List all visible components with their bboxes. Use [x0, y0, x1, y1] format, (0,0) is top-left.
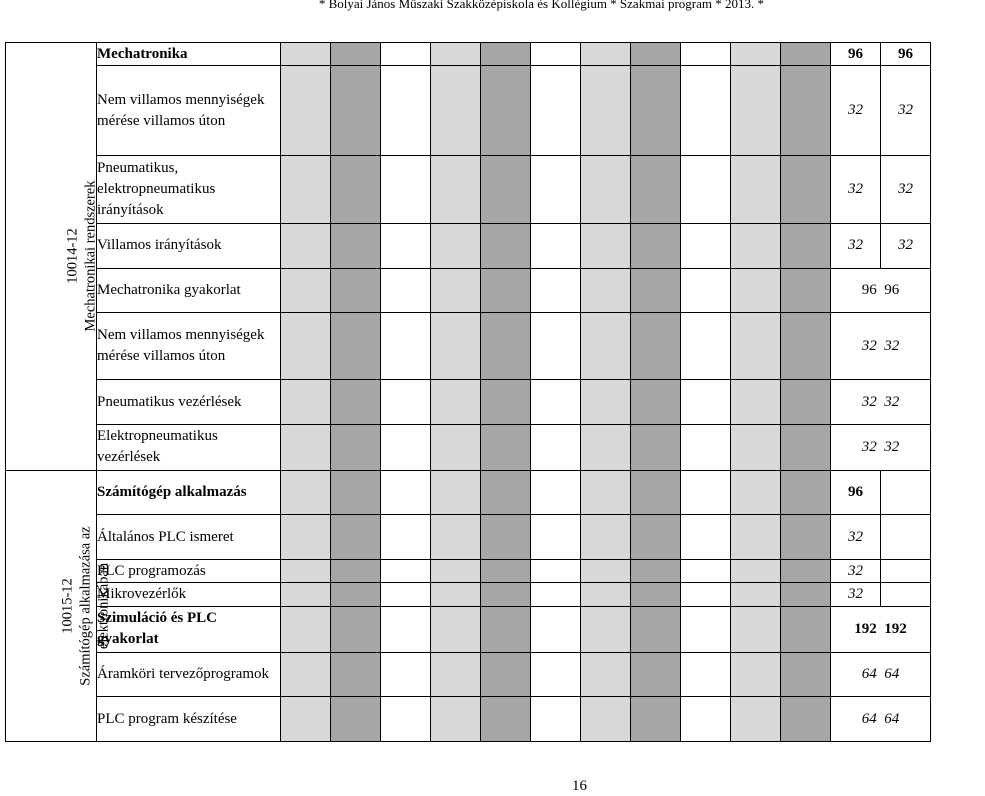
grid-cell — [481, 697, 531, 742]
grid-cell — [431, 583, 481, 606]
grid-cell — [681, 652, 731, 697]
hours-cell-pair — [831, 424, 931, 470]
grid-cell — [531, 268, 581, 313]
grid-cell — [331, 515, 381, 560]
grid-cell — [781, 652, 831, 697]
grid-cell — [331, 43, 381, 66]
grid-cell — [731, 515, 781, 560]
grid-cell — [331, 155, 381, 223]
grid-cell — [631, 313, 681, 380]
grid-cell — [731, 606, 781, 652]
grid-cell — [681, 424, 731, 470]
grid-cell — [481, 155, 531, 223]
table-row — [6, 470, 985, 515]
grid-cell — [581, 583, 631, 606]
grid-cell — [781, 268, 831, 313]
grid-cell — [631, 559, 681, 582]
subject-cell: Mikrovezérlők — [97, 583, 281, 606]
grid-cell — [731, 697, 781, 742]
grid-cell — [781, 223, 831, 268]
grid-cell — [481, 66, 531, 155]
subject-cell: Mechatronika — [97, 43, 281, 66]
grid-cell — [381, 66, 431, 155]
grid-cell — [431, 424, 481, 470]
grid-cell — [381, 515, 431, 560]
grid-cell — [431, 43, 481, 66]
grid-cell — [531, 559, 581, 582]
grid-cell — [381, 43, 431, 66]
grid-cell — [281, 313, 331, 380]
grid-cell — [781, 583, 831, 606]
grid-cell — [431, 515, 481, 560]
page-header: * Bolyai János Műszaki Szakközépiskola és Kollégium * Szakmai program * 2013. * — [318, 0, 764, 11]
module-code: 10015-12 — [59, 578, 76, 634]
grid-cell — [531, 155, 581, 223]
grid-cell — [381, 652, 431, 697]
grid-cell — [781, 606, 831, 652]
hours-value-b: 64 — [884, 710, 900, 727]
grid-cell — [281, 43, 331, 66]
grid-cell — [531, 43, 581, 66]
grid-cell — [431, 268, 481, 313]
table-row — [6, 313, 985, 380]
grid-cell — [481, 380, 531, 425]
grid-cell — [681, 313, 731, 380]
subject-cell: Általános PLC ismeret — [97, 515, 281, 560]
table-row — [6, 155, 985, 223]
hours-cell-a: 32 — [831, 66, 881, 155]
subject-cell: PLC programozás — [97, 559, 281, 582]
grid-cell — [731, 155, 781, 223]
hours-cell-pair — [831, 606, 931, 652]
grid-cell — [281, 583, 331, 606]
hours-cell-pair — [831, 268, 931, 313]
module-code: 10014-12 — [64, 228, 81, 285]
subject-cell: Áramköri tervezőprogramok — [97, 652, 281, 697]
module-cell — [6, 43, 97, 471]
curriculum-table — [5, 42, 985, 742]
grid-cell — [781, 66, 831, 155]
hours-cell-b: 32 — [881, 223, 931, 268]
table-row — [6, 583, 985, 606]
grid-cell — [331, 559, 381, 582]
hours-value-a: 96 — [861, 281, 877, 298]
grid-cell — [531, 515, 581, 560]
grid-cell — [631, 268, 681, 313]
grid-cell — [731, 583, 781, 606]
grid-cell — [631, 515, 681, 560]
grid-cell — [731, 43, 781, 66]
grid-cell — [781, 43, 831, 66]
grid-cell — [731, 223, 781, 268]
grid-cell — [681, 606, 731, 652]
grid-cell — [581, 66, 631, 155]
grid-cell — [281, 559, 331, 582]
grid-cell — [381, 697, 431, 742]
grid-cell — [731, 424, 781, 470]
table-row — [6, 515, 985, 560]
grid-cell — [431, 697, 481, 742]
grid-cell — [731, 380, 781, 425]
subject-cell: Villamos irányítások — [97, 223, 281, 268]
table-row — [6, 268, 985, 313]
grid-cell — [581, 313, 631, 380]
grid-cell — [531, 223, 581, 268]
grid-cell — [431, 313, 481, 380]
grid-cell — [581, 470, 631, 515]
subject-cell: Elektropneumatikus vezérlések — [97, 424, 281, 470]
grid-cell — [381, 424, 431, 470]
grid-cell — [631, 223, 681, 268]
module-name: Mechatronikai rendszerek — [82, 180, 99, 332]
grid-cell — [481, 515, 531, 560]
grid-cell — [331, 652, 381, 697]
grid-cell — [481, 223, 531, 268]
grid-cell — [531, 606, 581, 652]
hours-value-b: 32 — [884, 438, 900, 455]
grid-cell — [781, 313, 831, 380]
grid-cell — [581, 268, 631, 313]
subject-cell: Nem villamos mennyiségek mérése villamos úton — [97, 66, 281, 155]
grid-cell — [631, 424, 681, 470]
table-row — [6, 43, 985, 66]
grid-cell — [281, 155, 331, 223]
table-row — [6, 223, 985, 268]
table-row — [6, 606, 985, 652]
grid-cell — [481, 470, 531, 515]
grid-cell — [681, 380, 731, 425]
grid-cell — [431, 606, 481, 652]
grid-cell — [781, 424, 831, 470]
grid-cell — [731, 470, 781, 515]
hours-cell-pair — [831, 380, 931, 425]
grid-cell — [431, 380, 481, 425]
grid-cell — [581, 43, 631, 66]
grid-cell — [331, 583, 381, 606]
empty-cell — [881, 470, 931, 515]
grid-cell — [431, 652, 481, 697]
subject-cell: Nem villamos mennyiségek mérése villamos úton — [97, 313, 281, 380]
grid-cell — [681, 66, 731, 155]
grid-cell — [581, 559, 631, 582]
grid-cell — [381, 380, 431, 425]
grid-cell — [481, 43, 531, 66]
hours-value-b: 192 — [884, 620, 907, 637]
hours-cell-a: 32 — [831, 223, 881, 268]
hours-value-a: 64 — [861, 665, 877, 682]
subject-cell: Pneumatikus vezérlések — [97, 380, 281, 425]
page-number: 16 — [572, 778, 587, 794]
grid-cell — [631, 606, 681, 652]
grid-cell — [631, 380, 681, 425]
grid-cell — [781, 559, 831, 582]
grid-cell — [281, 223, 331, 268]
grid-cell — [331, 380, 381, 425]
grid-cell — [731, 268, 781, 313]
hours-value-a: 32 — [861, 393, 877, 410]
grid-cell — [681, 268, 731, 313]
hours-cell-a: 32 — [831, 559, 881, 582]
hours-value-b: 96 — [884, 281, 900, 298]
grid-cell — [331, 268, 381, 313]
grid-cell — [481, 583, 531, 606]
grid-cell — [581, 515, 631, 560]
hours-value-b: 32 — [884, 393, 900, 410]
hours-cell-pair — [831, 313, 931, 380]
grid-cell — [531, 424, 581, 470]
grid-cell — [381, 155, 431, 223]
grid-cell — [331, 313, 381, 380]
grid-cell — [581, 424, 631, 470]
module-name-line2: elektronikában — [95, 562, 112, 649]
grid-cell — [381, 223, 431, 268]
subject-cell: Mechatronika gyakorlat — [97, 268, 281, 313]
grid-cell — [281, 697, 331, 742]
hours-cell-b: 32 — [881, 155, 931, 223]
grid-cell — [531, 380, 581, 425]
grid-cell — [481, 606, 531, 652]
grid-cell — [331, 424, 381, 470]
hours-cell-a: 32 — [831, 515, 881, 560]
table-row — [6, 559, 985, 582]
grid-cell — [781, 697, 831, 742]
grid-cell — [281, 424, 331, 470]
table-row — [6, 652, 985, 697]
grid-cell — [531, 313, 581, 380]
grid-cell — [431, 155, 481, 223]
table-row — [6, 697, 985, 742]
grid-cell — [681, 697, 731, 742]
grid-cell — [331, 606, 381, 652]
hours-value-b: 32 — [884, 337, 900, 354]
hours-cell-pair — [831, 652, 931, 697]
grid-cell — [681, 155, 731, 223]
grid-cell — [281, 268, 331, 313]
grid-cell — [531, 470, 581, 515]
grid-cell — [731, 559, 781, 582]
grid-cell — [331, 470, 381, 515]
hours-cell-a: 32 — [831, 583, 881, 606]
grid-cell — [631, 583, 681, 606]
hours-value-a: 32 — [861, 438, 877, 455]
grid-cell — [581, 155, 631, 223]
subject-cell: Számítógép alkalmazás — [97, 470, 281, 515]
grid-cell — [781, 380, 831, 425]
grid-cell — [631, 652, 681, 697]
grid-cell — [581, 606, 631, 652]
grid-cell — [331, 223, 381, 268]
empty-cell — [881, 515, 931, 560]
module-cell — [6, 470, 112, 741]
grid-cell — [531, 66, 581, 155]
grid-cell — [631, 470, 681, 515]
grid-cell — [481, 268, 531, 313]
hours-cell-a: 96 — [831, 43, 881, 66]
grid-cell — [331, 697, 381, 742]
grid-cell — [381, 268, 431, 313]
grid-cell — [481, 424, 531, 470]
grid-cell — [781, 470, 831, 515]
subject-cell: Pneumatikus, elektropneumatikus irányítások — [97, 155, 281, 223]
hours-value-b: 64 — [884, 665, 900, 682]
grid-cell — [281, 380, 331, 425]
hours-cell-pair — [831, 697, 931, 742]
grid-cell — [581, 652, 631, 697]
grid-cell — [281, 606, 331, 652]
grid-cell — [431, 66, 481, 155]
grid-cell — [731, 66, 781, 155]
grid-cell — [331, 66, 381, 155]
grid-cell — [681, 470, 731, 515]
grid-cell — [431, 223, 481, 268]
grid-cell — [631, 66, 681, 155]
grid-cell — [681, 559, 731, 582]
empty-cell — [881, 559, 931, 582]
table-row — [6, 66, 985, 155]
grid-cell — [481, 559, 531, 582]
hours-cell-b: 96 — [881, 43, 931, 66]
grid-cell — [531, 697, 581, 742]
grid-cell — [281, 66, 331, 155]
grid-cell — [531, 583, 581, 606]
table-row — [6, 380, 985, 425]
grid-cell — [581, 223, 631, 268]
grid-cell — [631, 697, 681, 742]
grid-cell — [681, 515, 731, 560]
grid-cell — [431, 559, 481, 582]
grid-cell — [781, 155, 831, 223]
grid-cell — [481, 313, 531, 380]
hours-value-a: 32 — [861, 337, 877, 354]
hours-value-a: 192 — [854, 620, 877, 637]
grid-cell — [381, 313, 431, 380]
grid-cell — [281, 652, 331, 697]
grid-cell — [681, 43, 731, 66]
grid-cell — [281, 515, 331, 560]
module-name-line1: Számítógép alkalmazása az — [77, 526, 94, 686]
grid-cell — [681, 583, 731, 606]
hours-cell-a: 32 — [831, 155, 881, 223]
hours-cell-b: 32 — [881, 66, 931, 155]
grid-cell — [781, 515, 831, 560]
grid-cell — [281, 470, 331, 515]
subject-cell: PLC program készítése — [97, 697, 281, 742]
hours-cell-a: 96 — [831, 470, 881, 515]
grid-cell — [381, 470, 431, 515]
grid-cell — [731, 652, 781, 697]
grid-cell — [481, 652, 531, 697]
empty-cell — [881, 583, 931, 606]
hours-value-a: 64 — [861, 710, 877, 727]
grid-cell — [681, 223, 731, 268]
grid-cell — [381, 559, 431, 582]
grid-cell — [581, 697, 631, 742]
grid-cell — [381, 583, 431, 606]
grid-cell — [731, 313, 781, 380]
grid-cell — [381, 606, 431, 652]
table-row — [6, 424, 985, 470]
grid-cell — [631, 155, 681, 223]
subject-cell: Szimuláció és PLC gyakorlat — [97, 606, 281, 652]
grid-cell — [431, 470, 481, 515]
grid-cell — [531, 652, 581, 697]
grid-cell — [631, 43, 681, 66]
grid-cell — [581, 380, 631, 425]
